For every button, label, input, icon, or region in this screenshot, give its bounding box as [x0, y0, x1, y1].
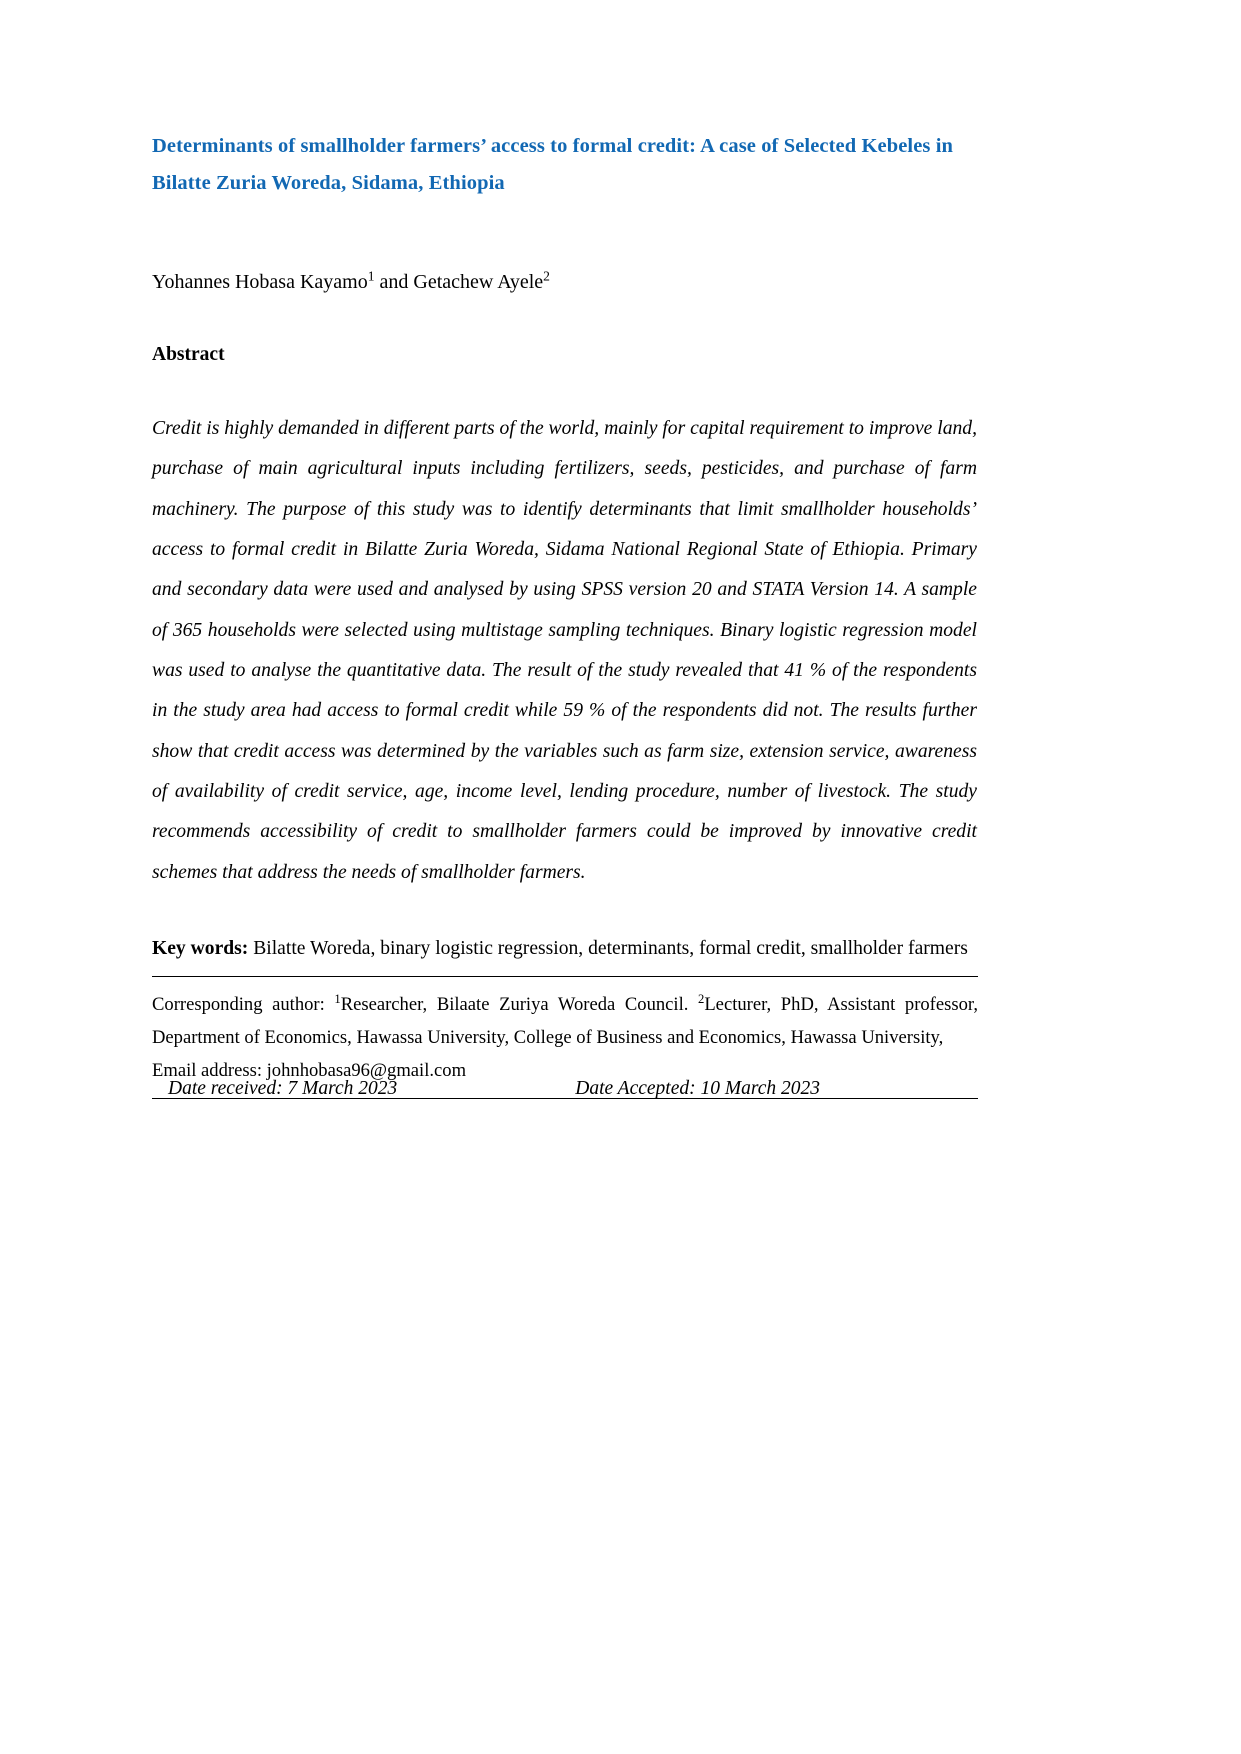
keywords-label: Key words: [152, 938, 249, 960]
footnote-affiliation-1: Researcher, Bilaate Zuriya Woreda Council. [340, 994, 699, 1015]
footnote-affiliation-2: Lecturer, PhD, Assistant professor, Department of Economics, Hawassa University, College of Business and Economics, Hawassa University, [152, 994, 978, 1049]
page-title: Determinants of smallholder farmers’ access to formal credit: A case of Selected Kebeles in Bilatte Zuria Woreda, Sidama, Ethiopia [152, 135, 953, 195]
abstract-heading: Abstract [152, 343, 225, 365]
article-front-matter [152, 128, 977, 965]
publication-dates [168, 1078, 988, 1100]
keywords-line [152, 893, 977, 965]
footnote-lead: Corresponding author: [152, 994, 335, 1015]
author-footnote-marker-2: 2 [543, 267, 550, 283]
footnote-email-line: Email address: johnhobasa96@gmail.com [152, 1060, 467, 1082]
footnote-marker-2: 2 [698, 991, 705, 1006]
author-line [152, 203, 977, 298]
footnote-marker-1: 1 [334, 991, 341, 1006]
author-conjunction: and Getachew Ayele [374, 270, 544, 293]
date-accepted: Date Accepted: 10 March 2023 [575, 1078, 820, 1099]
author-footnote-marker-1: 1 [367, 267, 375, 283]
author-names-primary: Yohannes Hobasa Kayamo [152, 270, 368, 293]
abstract-body: Credit is highly demanded in different parts of the world, mainly for capital requirement to improve land, purchase of main agricultural inputs including fertilizers, seeds, pesticides, and purchase of farm machinery. The purpose of this study was to identify determinants that limit smallholder households’ access to formal credit in Bilatte Zuria Woreda, Sidama National Regional State of Ethiopia. Primary and secondary data were used and analysed by using SPSS version 20 and STATA Version 14. A sample of 365 households were selected using multistage sampling techniques. Binary logistic regression model was used to analyse the quantitative data. The result of the study revealed that 41 % of the respondents in the study area had access to formal credit while 59 % of the respondents did not. The results further show that credit access was determined by the variables such as farm size, extension service, awareness of availability of credit service, age, income level, lending procedure, number of livestock. The study recommends accessibility of credit to smallholder farmers could be improved by innovative credit schemes that address the needs of smallholder farmers. [152, 417, 977, 883]
keywords-value: Bilatte Woreda, binary logistic regression, determinants, formal credit, smallholder farmers [248, 938, 968, 960]
date-received: Date received: 7 March 2023 [168, 1078, 398, 1099]
